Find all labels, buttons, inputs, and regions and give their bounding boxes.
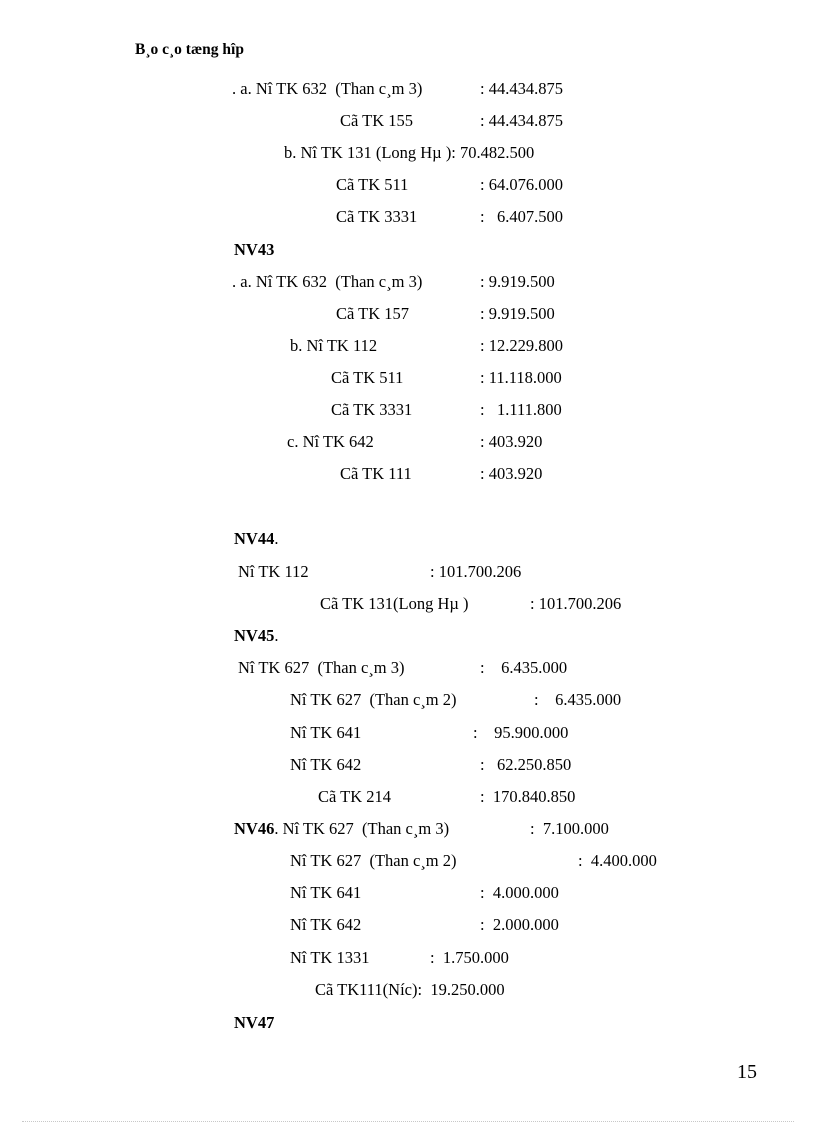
entry-amount: : 6.435.000: [534, 690, 622, 709]
entry-line: Nî TK 641: [290, 723, 362, 742]
entry-line: Nî TK 1331: [290, 948, 370, 967]
entry-line: Nî TK 627 (Than c¸m 2): [290, 851, 457, 870]
entry-line: Nî TK 627 (Than c¸m 3): [238, 658, 405, 677]
entry-line: Cã TK 157: [336, 304, 410, 323]
entry-amount: : 44.434.875: [480, 111, 563, 130]
entry-line: Nî TK 641: [290, 883, 362, 902]
section-heading-nv46: [234, 819, 449, 839]
section-heading-nv44: [234, 529, 278, 549]
entry-line: Cã TK 3331: [336, 207, 418, 226]
section-heading-nv47: NV47: [234, 1013, 275, 1032]
entry-line: Nî TK 642: [290, 915, 362, 934]
report-header: B¸o c¸o tæng hîp: [135, 41, 244, 58]
entry-amount: : 62.250.850: [480, 755, 572, 774]
entry-amount: : 12.229.800: [480, 336, 563, 355]
entry-line: Cã TK111(Níc): 19.250.000: [315, 980, 505, 999]
entry-amount: : 9.919.500: [480, 304, 555, 323]
section-dot: .: [274, 626, 279, 645]
entry-amount: : 2.000.000: [480, 915, 559, 934]
entry-line: Cã TK 214: [318, 787, 392, 806]
entry-amount: : 6.435.000: [480, 658, 568, 677]
entry-amount: : 4.400.000: [578, 851, 657, 870]
entry-line: . a. Nî TK 632 (Than c¸m 3): [232, 272, 423, 291]
entry-amount: : 403.920: [480, 432, 543, 451]
section-label: NV46: [234, 819, 275, 838]
page-bottom-rule: [22, 1121, 794, 1122]
entry-line: b. Nî TK 112: [290, 336, 378, 355]
entry-amount: : 44.434.875: [480, 79, 563, 98]
entry-amount: : 4.000.000: [480, 883, 559, 902]
section-heading-nv43: NV43: [234, 240, 275, 259]
page-number: 15: [737, 1061, 757, 1083]
entry-amount: : 1.750.000: [430, 948, 509, 967]
entry-amount: : 95.900.000: [473, 723, 569, 742]
entry-line: Cã TK 511: [331, 368, 404, 387]
entry-line: Nî TK 112: [238, 562, 309, 581]
entry-line: Cã TK 511: [336, 175, 409, 194]
entry-amount: : 101.700.206: [530, 594, 622, 613]
entry-line: c. Nî TK 642: [287, 432, 374, 451]
section-label: NV44: [234, 529, 275, 548]
entry-line: . Nî TK 627 (Than c¸m 3): [274, 819, 450, 838]
section-heading-nv45: [234, 626, 278, 646]
entry-line: Cã TK 111: [340, 464, 412, 483]
entry-line: . a. Nî TK 632 (Than c¸m 3): [232, 79, 423, 98]
entry-amount: : 11.118.000: [480, 368, 562, 387]
entry-line: b. Nî TK 131 (Long Hµ ): 70.482.500: [284, 143, 535, 162]
entry-amount: : 101.700.206: [430, 562, 522, 581]
entry-amount: : 9.919.500: [480, 272, 555, 291]
section-dot: .: [274, 529, 279, 548]
entry-line: Cã TK 155: [340, 111, 414, 130]
entry-amount: : 64.076.000: [480, 175, 563, 194]
entry-amount: : 170.840.850: [480, 787, 576, 806]
entry-line: Nî TK 627 (Than c¸m 2): [290, 690, 457, 709]
entry-line: Nî TK 642: [290, 755, 362, 774]
entry-amount: : 6.407.500: [480, 207, 563, 226]
entry-amount: : 1.111.800: [480, 400, 562, 419]
section-label: NV45: [234, 626, 275, 645]
entry-line: Cã TK 131(Long Hµ ): [320, 594, 469, 613]
entry-amount: : 7.100.000: [530, 819, 609, 838]
entry-amount: : 403.920: [480, 464, 543, 483]
entry-line: Cã TK 3331: [331, 400, 413, 419]
